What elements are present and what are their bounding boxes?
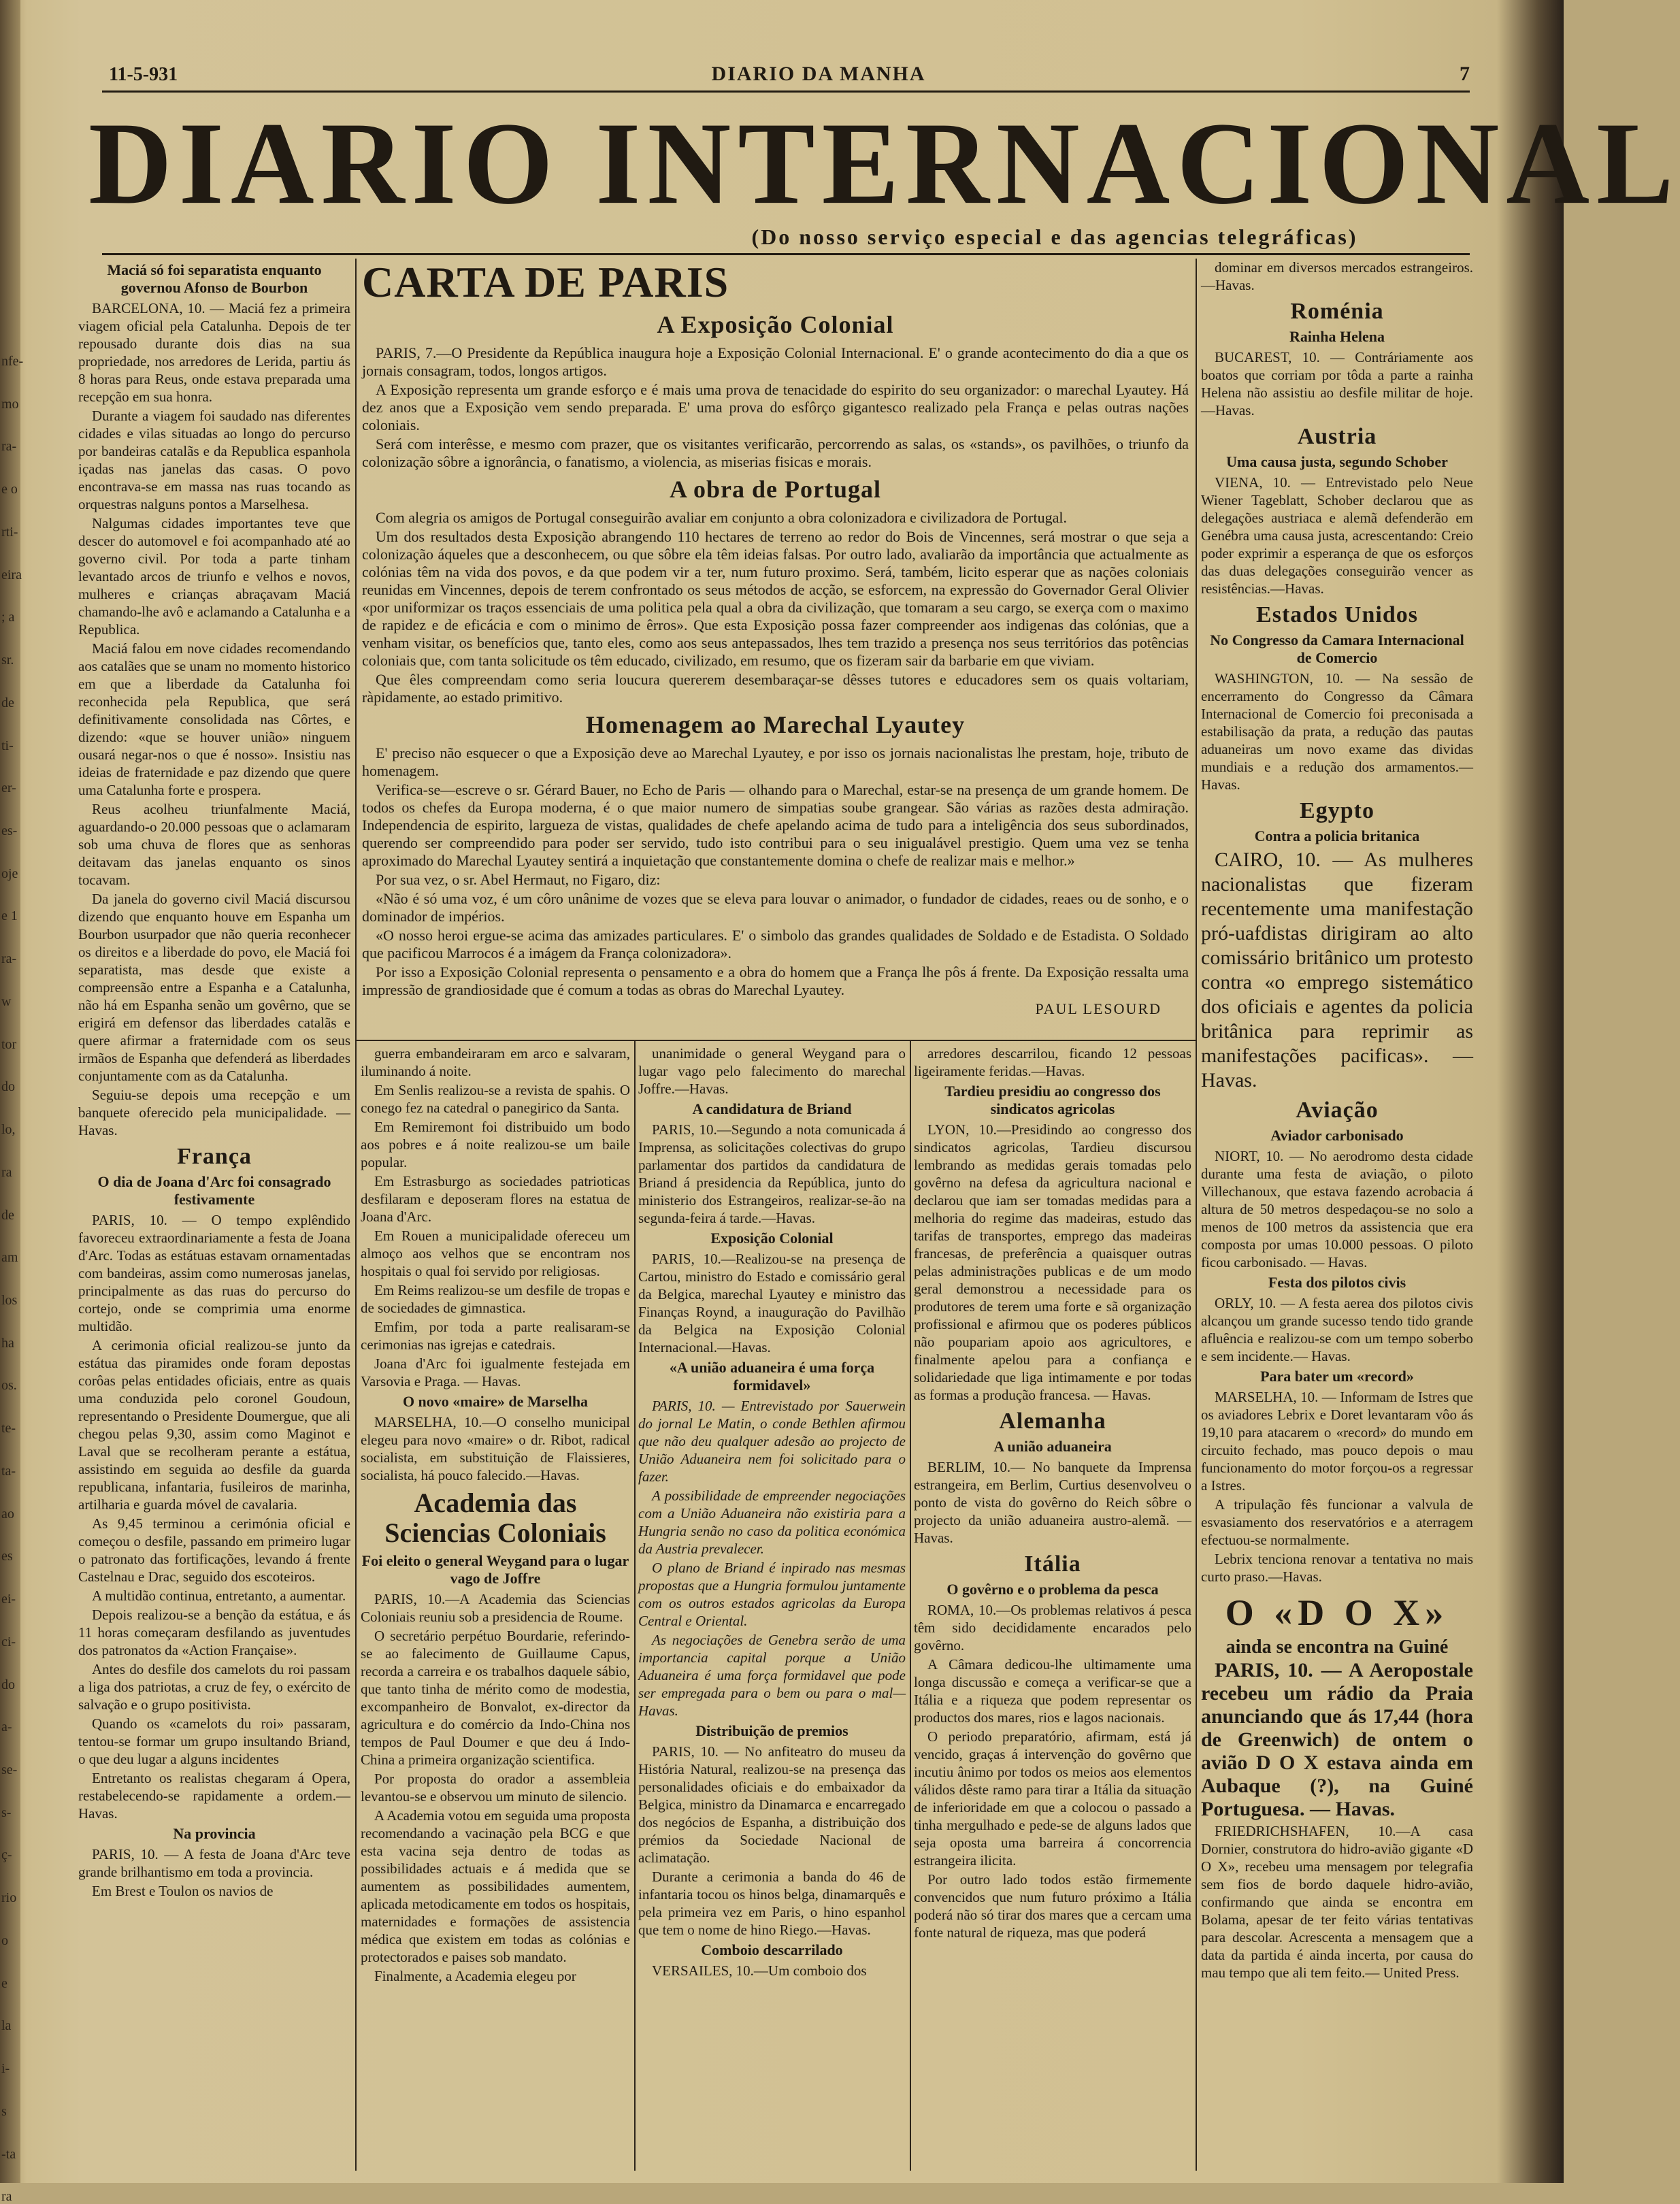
article-paragraph: Será com interêsse, e mesmo com prazer, que os visitantes verificarão, percorrendo as salas, os «stands», os pavilhões, o triunfo da colonização sôbre a ignorância, o fanatismo, a violencia, as miserias fisicas e morais. bbox=[362, 435, 1189, 470]
adjacent-page-fragment: de bbox=[1, 695, 14, 710]
section-heading: Academia das Sciencias Coloniais bbox=[384, 1487, 606, 1548]
article-paragraph: ROMA, 10.—Os problemas relativos á pesca têm sido decididamente encarados pelo govêrno. bbox=[914, 1602, 1191, 1654]
article-paragraph: Em Rouen a municipalidade ofereceu um almoço aos velhos que se encontram nos hospitais o qual foi servido por religiosas. bbox=[361, 1228, 630, 1279]
article-paragraph: Seguiu-se depois uma recepção e um banquete oferecido pela municipalidade. — Havas. bbox=[78, 1087, 350, 1138]
adjacent-page-fragment: se- bbox=[1, 1762, 18, 1777]
headline: Maciá só foi separatista enquanto governou Afonso de Bourbon bbox=[107, 261, 322, 296]
article-paragraph: A tripulação fês funcionar a valvula de esvasiamento dos reservatórios e a aterragem efectuou-se normalmente. bbox=[1201, 1496, 1473, 1548]
adjacent-page-fragment: ao bbox=[1, 1506, 14, 1522]
article-paragraph: VIENA, 10. — Entrevistado pelo Neue Wiener Tageblatt, Schober declarou que as delegações austriaca e alemã defenderão em Genébra uma causa justa, acrescentando: Creio poder exprimir a esperança de que os esforços das duas delegações conseguirão vencer as resistências.—Havas. bbox=[1201, 474, 1473, 597]
article-paragraph: dominar em diversos mercados estrangeiros.—Havas. bbox=[1201, 259, 1473, 293]
article-paragraph: PARIS, 7.—O Presidente da República inaugura hoje a Exposição Colonial Internacional. E' o grande acontecimento do dia a que os jornais consagram, todos, longos artigos. bbox=[362, 344, 1189, 379]
article-paragraph: Da janela do governo civil Maciá discursou dizendo que enquanto houve em Espanha um Bourbon usurpador que não queria reconhecer os direitos e a liberdade do povo, ele Maciá foi separatista, mas desde que existe a compreensão entre a Espanha e a Catalunha, não há em Espanha senão um govêrno, que se erigirá em defensor das liberdades catalãs e quere afirmar a fraternidade com os seus irmãos de Espanha que defenderá as liberdades conjuntamente com as da Catalunha. bbox=[78, 891, 350, 1084]
adjacent-page-fragment: ra bbox=[1, 1164, 12, 1180]
adjacent-page-fragment: e 1 bbox=[1, 908, 18, 924]
article-paragraph: Antes do desfile dos camelots du roi passam a liga dos patriotas, a cruz de fey, o exército de salvação e o grupo positivista. bbox=[78, 1661, 350, 1713]
article-paragraph: LYON, 10.—Presidindo ao congresso dos sindicatos agricolas, Tardieu discursou lembrando as medidas gerais tomadas pelo govêrno na defesa da agricultura nacional e declarou que iam ser tomadas medidas para a melhoria do regime das madeiras, estudo das tarifas de transportes, emprego das madeiras francesas, de preferência a quaisquer outras pelas administrações publicas e de um modo geral demonstrou a necessidade para os produtores de terem uma forte e sã organização profissional e afirmou que os poderes públicos não poupariam apoio aos agricultores, e finalmente apelou para a confiança e solidariedade que liga intimamente e por todas as formas a produção francesa. — Havas. bbox=[914, 1121, 1191, 1403]
adjacent-page-fragment: rti- bbox=[1, 524, 18, 540]
adjacent-page-fragment: os. bbox=[1, 1378, 17, 1394]
headline: «A união aduaneira é uma força formidavel» bbox=[669, 1359, 875, 1394]
section-heading: Roménia bbox=[1290, 299, 1384, 324]
article-subheading: A Exposição Colonial bbox=[657, 311, 894, 338]
adjacent-page-fragment: a- bbox=[1, 1720, 12, 1735]
article-paragraph: PARIS, 10.—Realizou-se na presença de Cartou, ministro do Estado e comissário geral da Belgica, marechal Lyautey e ministro das Finanças Roynd, a inauguração do Pavilhão da Belgica na Exposição Colonial Internacional.—Havas. bbox=[638, 1251, 906, 1355]
headline: Para bater um «record» bbox=[1260, 1368, 1414, 1385]
article-paragraph: «O nosso heroi ergue-se acima das amizades particulares. E' o simbolo das grandes qualidades de Soldado e de Estadista. O Soldado que pacificou Marrocos é a imágem da França colonizadora». bbox=[362, 927, 1189, 961]
headline: A união aduaneira bbox=[993, 1438, 1112, 1455]
adjacent-page-fragment: ra bbox=[1, 2189, 12, 2204]
article-paragraph: O plano de Briand é inpirado nas mesmas propostas que a Hungria formulou juntamente com os outros estados agricolas da Europa Central e Oriental. bbox=[638, 1560, 906, 1629]
section-heading: Itália bbox=[1024, 1551, 1081, 1577]
article-paragraph: NIORT, 10. — No aerodromo desta cidade durante uma festa de aviação, o piloto Villechanoux, que estava fazendo acrobacia á altura de 50 metros despedaçou-se no solo a menos de 100 metros da assistencia que era composta por umas 10.000 pessoas. O piloto ficou carbonisado. — Havas. bbox=[1201, 1148, 1473, 1270]
headline: Exposição Colonial bbox=[710, 1230, 834, 1247]
article-paragraph: Que êles compreendam como seria loucura quererem desembaraçar-se dêsses tutores e educadores sem os quais voltariam, ràpidamente, ao estado primitivo. bbox=[362, 671, 1189, 706]
adjacent-page-fragment: ci- bbox=[1, 1634, 16, 1649]
adjacent-page-fragment: mo bbox=[1, 396, 19, 412]
article-paragraph: Por outro lado todos estão firmemente convencidos que num futuro próximo a Itália poderá não só tirar dos mares que a cercam uma fonte natural de riqueza, mas que poderá bbox=[914, 1871, 1191, 1941]
article-paragraph: Por proposta do orador a assembleia levantou-se e observou um minuto de silencio. bbox=[361, 1771, 630, 1805]
adjacent-page-fragment: er- bbox=[1, 780, 16, 796]
article-paragraph: arredores descarrilou, ficando 12 pessoas ligeiramente feridas.—Havas. bbox=[914, 1045, 1191, 1079]
article-paragraph: Emfim, por toda a parte realisaram-se cerimonias nas igrejas e catedrais. bbox=[361, 1319, 630, 1353]
masthead-title: DIARIO INTERNACIONAL bbox=[88, 98, 1680, 229]
article-paragraph: Joana d'Arc foi igualmente festejada em Varsovia e Praga. — Havas. bbox=[361, 1355, 630, 1389]
column-briand-uniao bbox=[638, 1045, 906, 2171]
article-paragraph: Lebrix tenciona renovar a tentativa no mais curto praso.—Havas. bbox=[1201, 1551, 1473, 1585]
article-paragraph: BUCAREST, 10. — Contráriamente aos boatos que corriam por tôda a parte a rainha Helena não assistiu ao desfile militar de hoje.—Havas. bbox=[1201, 349, 1473, 418]
article-paragraph: PARIS, 10.—A Academia das Sciencias Coloniais reuniu sob a presidencia de Roume. bbox=[361, 1591, 630, 1625]
article-paragraph: FRIEDRICHSHAFEN, 10.—A casa Dornier, construtora do hidro-avião gigante «D O X», recebeu uma mensagem por telegrafia sem fios de bordo daquele hidro-avião, confirmando que ainda se encontra em Bolama, apesar de ter feito várias tentativas para descolar. Acrescenta a mensagem que a data da partida é ainda incerta, por causa do mau tempo que ali tem feito.— United Press. bbox=[1201, 1823, 1473, 1981]
column-rule bbox=[910, 1041, 911, 2171]
section-heading: Egypto bbox=[1300, 798, 1374, 823]
article-paragraph: Em Reims realizou-se um desfile de tropas e de sociedades de gimnastica. bbox=[361, 1282, 630, 1316]
adjacent-page-fragment: ; a bbox=[1, 610, 15, 625]
adjacent-page-fragment: tor bbox=[1, 1036, 17, 1052]
article-paragraph: PARIS, 10. — Entrevistado por Sauerwein do jornal Le Matin, o conde Bethlen afirmou que não deu qualquer adesão ao projecto de União Aduaneira nem foi solicitado para o fazer. bbox=[638, 1398, 906, 1485]
article-paragraph: BERLIM, 10.— No banquete da Imprensa estrangeira, em Berlim, Curtius desenvolveu o ponto de vista do govêrno do Reich sôbre o projecto da união aduaneira austro-alemã. — Havas. bbox=[914, 1459, 1191, 1546]
article-paragraph: MARSELHA, 10.—O conselho municipal elegeu para novo «maire» o dr. Ribot, radical socialista, em substituição de Flaissieres, socialista, há pouco falecido.—Havas. bbox=[361, 1414, 630, 1483]
headline: A candidatura de Briand bbox=[692, 1100, 852, 1117]
adjacent-page-fragment: te- bbox=[1, 1421, 16, 1436]
article-paragraph: ORLY, 10. — A festa aerea dos pilotos civis alcançou um grande sucesso tendo tido grande afluência e realizou-se com um tempo soberbo e sem incidente.— Havas. bbox=[1201, 1295, 1473, 1364]
headline: O govêrno e o problema da pesca bbox=[946, 1581, 1159, 1598]
article-subheading: A obra de Portugal bbox=[670, 476, 881, 503]
masthead-rule bbox=[102, 253, 1470, 255]
column-franca-academia bbox=[361, 1045, 630, 2171]
adjacent-page-fragment: los bbox=[1, 1293, 18, 1308]
adjacent-page-fragment: -ta bbox=[1, 2146, 16, 2162]
page-header bbox=[109, 63, 1470, 86]
adjacent-page-fragment: sr. bbox=[1, 653, 14, 668]
column-world-news bbox=[1201, 259, 1473, 2171]
article-paragraph: A multidão continua, entretanto, a aumentar. bbox=[92, 1588, 346, 1604]
column-tardieu-alemanha-italia bbox=[914, 1045, 1191, 2171]
article-paragraph: Reus acolheu triunfalmente Maciá, aguardando-o 20.000 pessoas que o aclamaram sob uma chuva de flores que as senhoras deitavam das janelas enquanto os sinos tocavam. bbox=[78, 801, 350, 888]
headline: ainda se encontra na Guiné bbox=[1225, 1636, 1449, 1658]
carta-de-paris-article bbox=[362, 259, 1189, 1038]
column-catalunha-franca bbox=[78, 259, 350, 2171]
article-paragraph: PARIS, 10. — O tempo explêndido favoreceu extraordinariamente a festa de Joana d'Arc. Todas as estátuas estavam ornamentadas com bandeiras, assim como numerosas janelas, principalmente as das ruas do percurso do cortejo, onde se comprimia uma enorme multidão. bbox=[78, 1212, 350, 1334]
article-paragraph: O secretário perpétuo Bourdarie, referindo-se ao falecimento de Guillaume Capus, recorda a carreira e os trabalhos daquele sábio, que tanto tinha de mérito como de modestia, excompanheiro de Bonvalot, ex-director da agricultura e do comércio da Indo-China nos tempos de Paul Doumer e que deu á Indo-China a primeira organização scientifica. bbox=[361, 1628, 630, 1768]
article-signature: PAUL LESOURD bbox=[1035, 1000, 1162, 1017]
adjacent-page-fragment: ha bbox=[1, 1335, 14, 1351]
adjacent-page-fragment: ta- bbox=[1, 1463, 16, 1479]
article-paragraph: A possibilidade de empreender negociações com a União Aduaneira não existiria para a Hungria senão no caso da politica económica da Austria prevalecer. bbox=[638, 1487, 906, 1557]
article-paragraph: unanimidade o general Weygand para o lugar vago pelo falecimento do marechal Joffre.—Havas. bbox=[638, 1045, 906, 1097]
article-paragraph: A cerimonia oficial realizou-se junto da estátua das piramides onde foram depostas corôas pelas entidades oficiais, entre as quais uma conduzida pelo coronel Goudoun, representando o Presidente Doumergue, que ali chegou pelas 9,30, assim como Maginot e Laval que se recolheram perante a estátua, assistindo em seguida ao desfile da guarda republicana, infantaria, fusileiros de marinha, artilharia e guarda móvel de cavalaria. bbox=[78, 1337, 350, 1513]
carta-bottom-rule bbox=[357, 1040, 1196, 1041]
adjacent-page-fragment: do bbox=[1, 1079, 15, 1095]
adjacent-page-fragment: es- bbox=[1, 823, 18, 838]
adjacent-page-fragment: oje bbox=[1, 866, 18, 881]
column-rule bbox=[355, 259, 357, 2171]
article-paragraph: O periodo preparatório, afirmam, está já vencido, graças á intervenção do govêrno que incutiu ânimo por todos os meios aos elementos válidos dêste ramo para tirar a Itália da situação de inferioridade em que a colocou o passado a tinha mergulhado e pede-se de alguns lados que seja oposta uma barreira á concorrencia estrangeira ilicita. bbox=[914, 1728, 1191, 1869]
article-paragraph: Durante a viagem foi saudado nas diferentes cidades e vilas situadas ao longo do percurso por bandeiras catalãs e da Republica espanhola içadas nas janelas das casas. O povo encontrava-se em massa nas ruas tocando as orquestras nalguns pontos a Marselhesa. bbox=[78, 408, 350, 512]
article-paragraph: PARIS, 10. — No anfiteatro do museu da História Natural, realizou-se na presença das personalidades oficiais e do embaixador da Belgica, ministro da Dinamarca e encarregado dos negócios de Espanha, a distribuição dos prémios da Sociedade Nacional de aclimatação. bbox=[638, 1743, 906, 1866]
adjacent-page-fragment: e bbox=[1, 1975, 7, 1991]
headline: Foi eleito o general Weygand para o lugar vago de Joffre bbox=[361, 1552, 629, 1587]
article-paragraph: Com alegria os amigos de Portugal conseguirão avaliar em conjunto a obra colonizadora e civilizadora de Portugal. bbox=[376, 509, 1067, 526]
article-paragraph: Nalgumas cidades importantes teve que descer do automovel e foi acompanhado até ao governo civil. Por toda a parte tinham levantado arcos de triunfo e velhos e novos, mulheres e crianças abraçavam Maciá chamando-lhe avô e aclamando a Catalunha e a Republica. bbox=[78, 515, 350, 638]
adjacent-page-fragment: ç- bbox=[1, 1847, 12, 1863]
article-subheading: Homenagem ao Marechal Lyautey bbox=[585, 711, 966, 738]
adjacent-page-fragment: la bbox=[1, 2018, 12, 2034]
page-number: 7 bbox=[1459, 63, 1470, 85]
article-paragraph: Entretanto os realistas chegaram á Opera, restabelecendo-se rapidamente a ordem.—Havas. bbox=[78, 1770, 350, 1822]
article-paragraph: As negociações de Genebra serão de uma importancia capital porque a União Aduaneira é uma força formidavel que pode ser empregada para o bem ou para o mal—Havas. bbox=[638, 1632, 906, 1719]
headline: No Congresso da Camara Internacional de Comercio bbox=[1210, 631, 1464, 666]
adjacent-page-fragment: lo, bbox=[1, 1122, 16, 1138]
adjacent-page-fragment: ra- bbox=[1, 439, 17, 455]
adjacent-page-fragment: w bbox=[1, 993, 12, 1009]
adjacent-page-fragment: s bbox=[1, 2103, 7, 2119]
headline: Comboio descarrilado bbox=[701, 1941, 843, 1958]
section-heading: Alemanha bbox=[999, 1409, 1106, 1434]
article-paragraph: BARCELONA, 10. — Maciá fez a primeira viagem oficial pela Catalunha. Depois de ter repousado durante dois dias na sua propriedade, nos arredores de Lerida, partiu ás 8 horas para Reus, onde estava preparada uma recepção em sua honra. bbox=[78, 300, 350, 405]
adjacent-page-fragment: s- bbox=[1, 1805, 12, 1820]
article-paragraph: PARIS, 10.—Segundo a nota comunicada á Imprensa, as solicitações colectivas do grupo parlamentar dos partidos da candidatura de Briand á presidencia da República, junto do ministerio dos Estrangeiros, realizar-se-ão na segunda-feira á tarde.—Havas. bbox=[638, 1121, 906, 1226]
issue-date: 11-5-931 bbox=[109, 64, 178, 85]
article-paragraph: Por sua vez, o sr. Abel Hermaut, no Figaro, diz: bbox=[376, 871, 661, 888]
article-paragraph: Em Senlis realizou-se a revista de spahis. O conego fez na catedral o panegirico da Santa. bbox=[361, 1082, 630, 1116]
column-rule bbox=[1196, 259, 1197, 2171]
adjacent-page-fragment: de bbox=[1, 1207, 14, 1223]
adjacent-page-fragment: ei- bbox=[1, 1592, 16, 1607]
headline: Na provincia bbox=[173, 1825, 256, 1842]
adjacent-page-fragment: rio bbox=[1, 1890, 17, 1906]
article-paragraph: Finalmente, a Academia elegeu por bbox=[374, 1968, 576, 1984]
article-paragraph: Por isso a Exposição Colonial representa o pensamento e a obra do homem que a França lhe pôs á frente. Da Exposição ressalta uma impressão de grandiosidade que é comum a todas as obras do Marechal Lyautey. bbox=[362, 964, 1189, 998]
section-heading: França bbox=[177, 1144, 252, 1169]
article-paragraph: WASHINGTON, 10. — Na sessão de encerramento do Congresso da Câmara Internacional de Comercio foi preconisada a estabilisação da prata, a redução das pautas aduaneiras um novo exame das dividas mundiais e a redução dos armamentos.—Havas. bbox=[1201, 670, 1473, 793]
section-heading: O «D O X» bbox=[1225, 1592, 1449, 1633]
article-paragraph: As 9,45 terminou a cerimónia oficial e começou o desfile, passando em primeiro lugar o patronato das fortificações, levando á frente Castelnau e Drac, seguido dos escoteiros. bbox=[78, 1515, 350, 1585]
headline: O dia de Joana d'Arc foi consagrado festivamente bbox=[97, 1173, 331, 1208]
article-paragraph: PARIS, 10. — A Aeropostale recebeu um rádio da Praia anunciando que ás 17,44 (hora de Greenwich) de ontem o avião D O X estava ainda em Aubaque (?), na Guiné Portuguesa. — Havas. bbox=[1201, 1659, 1473, 1820]
adjacent-page-fragment: ra- bbox=[1, 951, 17, 967]
headline: O novo «maire» de Marselha bbox=[402, 1393, 589, 1410]
article-paragraph: E' preciso não esquecer o que a Exposição deve ao Marechal Lyautey, e por isso os jornais nacionalistas lhe prestam, hoje, tributo de homenagem. bbox=[362, 744, 1189, 779]
adjacent-page-fragment: nfe- bbox=[1, 354, 24, 369]
headline: Contra a policia britanica bbox=[1254, 827, 1420, 844]
adjacent-page-fragment: eira bbox=[1, 567, 22, 582]
article-paragraph: «Não é só uma voz, é um côro unânime de vozes que se eleva para louvar o animador, o fundador de cidades, reaes ou de sonho, e o dominador de impérios. bbox=[362, 890, 1189, 925]
adjacent-page-fragment: ti- bbox=[1, 738, 14, 753]
section-heading: Aviação bbox=[1296, 1098, 1379, 1123]
article-paragraph: Em Remiremont foi distribuido um bodo aos pobres e á noite realizou-se um baile popular. bbox=[361, 1119, 630, 1170]
adjacent-page-fragment: am bbox=[1, 1250, 18, 1266]
article-paragraph: A Academia votou em seguida uma proposta recomendando a vacinação pela BCG e que esta vacina seja dentro de todas as possibilidades actuais e á medida que se aumentem as possibilidades aumentem, aplicada metodicamente em todos os hospitais, maternidades e formações de assistencia médica que existem em todas as colónias e protectorados e paises sob mandato. bbox=[361, 1807, 630, 1965]
article-paragraph: Depois realizou-se a benção da estátua, e ás 11 horas começaram desfilando as juventudes dos patronatos da «Action Française». bbox=[78, 1607, 350, 1658]
article-paragraph: Maciá falou em nove cidades recomendando aos catalães que se unam no momento historico em que a liberdade da Catalunha foi reconhecida pela Republica, que será definitivamente consolidada nas Côrtes, e dizendo: «que se houver união» ninguem ousará negar-nos o que é nosso». Insistiu nas ideias de fraternidade e paz dizendo que quere uma Catalunha forte e prospera. bbox=[78, 640, 350, 798]
article-paragraph: guerra embandeiraram em arco e salvaram, iluminando á noite. bbox=[361, 1045, 630, 1079]
article-paragraph: Verifica-se—escreve o sr. Gérard Bauer, no Echo de Paris — olhando para o Marechal, estar-se na presença de um grande homem. De todos os chefes da Europa moderna, é o que maior numero de simpatias soube grangear. São várias as razões desta admiração. Independencia de espirito, largueza de vistas, qualidades de chefe apelando acima de tudo para a inteligência dos seus subordinados, querendo ser compreendido para poder ser servido, tudo isto contribui para o seu inigualável prestigio. Quem uma vez se tenha aproximado do Marechal Lyautey sentirá a inquietação que constantemente domina o chefe de realizar mais e melhor.» bbox=[362, 781, 1189, 869]
adjacent-page-fragment: do bbox=[1, 1677, 15, 1692]
headline: Distribuição de premios bbox=[695, 1722, 849, 1739]
section-heading: Estados Unidos bbox=[1256, 602, 1418, 627]
headline: Tardieu presidiu ao congresso dos sindicatos agricolas bbox=[944, 1083, 1161, 1117]
adjacent-page-fragment: e o bbox=[1, 482, 18, 497]
header-rule bbox=[102, 91, 1470, 93]
masthead-subtitle: (Do nosso serviço especial e das agencias telegráficas) bbox=[751, 225, 1358, 249]
article-paragraph: Quando os «camelots du roi» passaram, tentou-se formar um grupo insultando Briand, o que deu lugar a alguns incidentes bbox=[78, 1715, 350, 1767]
article-paragraph: MARSELHA, 10. — Informam de Istres que os aviadores Lebrix e Doret levantaram vôo ás 19,10 para atacarem o «record» do mundo em circuito fechado, mas pouco depois o mau funcionamento do motor forçou-os a regressar a Istres. bbox=[1201, 1389, 1473, 1494]
headline: Festa dos pilotos civis bbox=[1268, 1274, 1406, 1291]
column-rule bbox=[634, 1041, 636, 2171]
section-heading: Austria bbox=[1297, 424, 1377, 449]
adjacent-page-fragment: es bbox=[1, 1549, 13, 1564]
headline: Rainha Helena bbox=[1289, 328, 1385, 345]
article-paragraph: Um dos resultados desta Exposição abrangendo 110 hectares de terreno ao redor do Bois de Vincennes, será mostrar o que seja a colonização áqueles que a desconhecem, ou que sôbre ela têm ideias falsas. Por outro lado, avaliarão da importância que actualmente as colónias têm na vida dos povos, e da que podem vir a ter, num futuro proximo. Será, também, licito esperar que as nações coloniais reunidas em Vincennes, depois de terem confrontado os seus métodos de acção, se esforcem, na expressão do Governador Geral Olivier «por uniformizar os traços essenciais de uma politica pela qual a obra da civilização, que tomaram a seu cargo, se exerça com o maximo de rapidez e de eficácia e com o minimo de êrros». Que esta Exposição possa fazer compreender aos indigenas das colónias, que a venham visitar, os benefícios que, tanto eles, como aos seus antepassados, lhes tem trazido a presença nos seus territórios das potências coloniais que, com tanta solicitude os têm educado, civilizado, em resumo, que os fizeram sair da barbarie em que viviam. bbox=[362, 528, 1189, 669]
adjacent-page-fragment: i- bbox=[1, 2061, 10, 2077]
article-paragraph: VERSAILES, 10.—Um comboio dos bbox=[652, 1962, 867, 1979]
headline: Aviador carbonisado bbox=[1270, 1127, 1404, 1144]
article-paragraph: CAIRO, 10. — As mulheres nacionalistas que fizeram recentemente uma manifestação pró-uafdistas dirigiram ao alto comissário britânico um protesto contra «o emprego sistemático dos oficiais e agentes da policia britânica para reprimir as manifestações pacificas». — Havas. bbox=[1201, 849, 1473, 1091]
article-paragraph: A Câmara dedicou-lhe ultimamente uma longa discussão e começa a verificar-se que a Itália e a riqueza que podem representar os productos dos mares, rios e lagos nacionais. bbox=[914, 1656, 1191, 1726]
article-paragraph: Em Brest e Toulon os navios de bbox=[92, 1883, 274, 1899]
article-paragraph: Durante a cerimonia a banda do 46 de infantaria tocou os hinos belga, dinamarquês e pela primeira vez em Paris, o hino espanhol que tem o nome de hino Riego.—Havas. bbox=[638, 1869, 906, 1938]
article-paragraph: PARIS, 10. — A festa de Joana d'Arc teve grande brilhantismo em toda a provincia. bbox=[78, 1846, 350, 1880]
adjacent-page-fragment: o bbox=[1, 1932, 8, 1948]
headline: Uma causa justa, segundo Schober bbox=[1226, 453, 1448, 470]
newspaper-name: DIARIO DA MANHA bbox=[711, 63, 926, 85]
article-title: CARTA DE PARIS bbox=[362, 258, 729, 306]
article-paragraph: A Exposição representa um grande esforço e é mais uma prova de tenacidade do espirito do seu organizador: o marechal Lyautey. Há dez anos que a Exposição vem sendo preparada. E' uma prova do esfôrço gigantesco realizado pela França e pelas outras nações coloniais. bbox=[362, 381, 1189, 433]
article-paragraph: Em Estrasburgo as sociedades patrioticas desfilaram e deposeram flores na estatua de Joana d'Arc. bbox=[361, 1173, 630, 1225]
